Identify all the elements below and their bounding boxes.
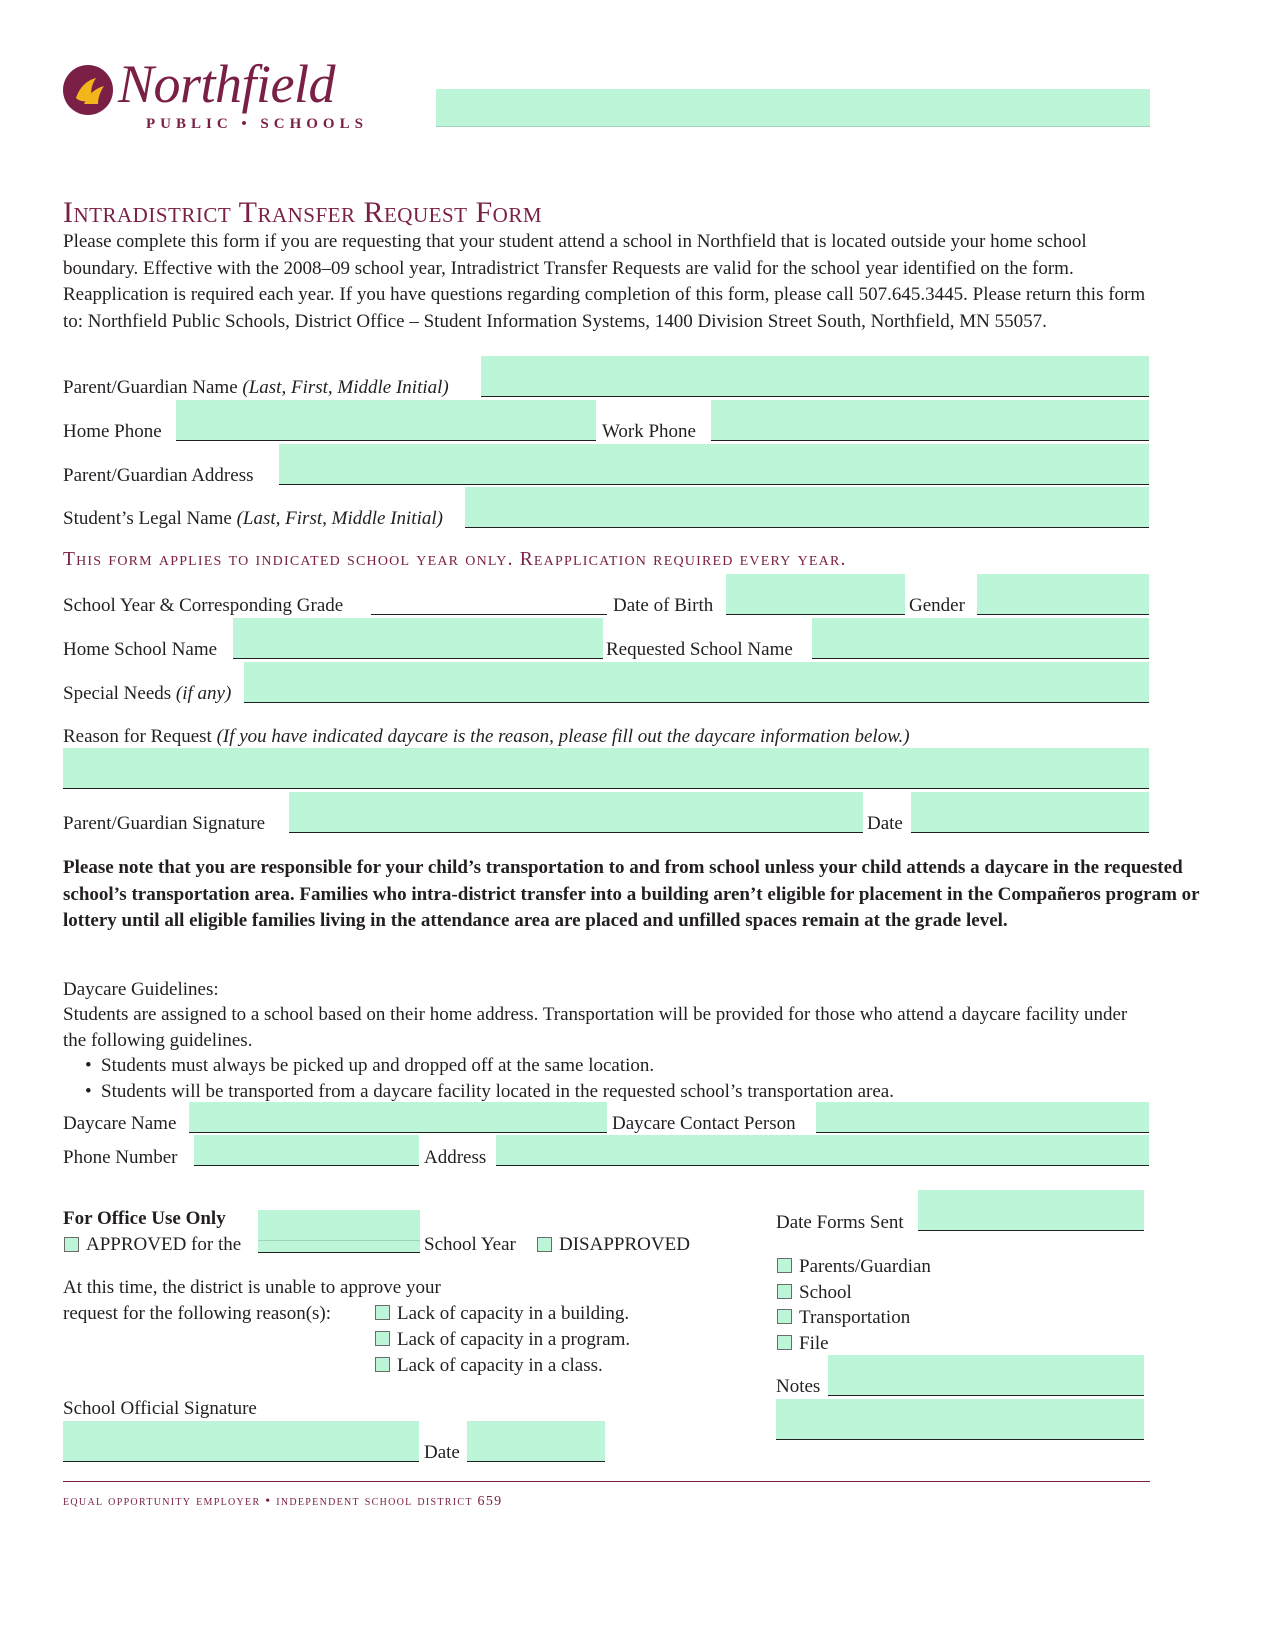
- unable-line-1: At this time, the district is unable to approve your: [63, 1277, 441, 1298]
- recipient-checkbox-parents[interactable]: [777, 1258, 792, 1273]
- special-needs-label: Special Needs (if any): [63, 683, 232, 704]
- daycare-heading: Daycare Guidelines:: [63, 979, 219, 1000]
- page-title: Intradistrict Transfer Request Form: [63, 196, 543, 229]
- logo: [62, 54, 422, 136]
- official-signature-label: School Official Signature: [63, 1398, 257, 1419]
- transportation-note: Please note that you are responsible for your child’s transportation to and from school unless your child attends a daycare in the requested school’s transportation area. Families who intra-district transfer into a building aren’t eligible for placement in the Compañeros program or lottery until all eligible families living in the attendance area are placed and unfilled spaces remain at the grade level.: [63, 857, 1200, 931]
- school-year-label: School Year: [424, 1234, 516, 1255]
- special-needs-input[interactable]: [244, 662, 1149, 703]
- reason-input[interactable]: [63, 748, 1149, 789]
- daycare-text: Students are assigned to a school based on their home address. Transportation will be provided for those who attend a daycare facility under the following guidelines.: [63, 1004, 1128, 1051]
- daycare-address-input[interactable]: [496, 1135, 1149, 1166]
- official-date-input[interactable]: [467, 1421, 605, 1462]
- recipient-checkbox-transportation[interactable]: [777, 1309, 792, 1324]
- notes-input-2[interactable]: [776, 1399, 1144, 1440]
- footer-text: equal opportunity employer • independent school district 659: [63, 1494, 503, 1509]
- gender-input[interactable]: [977, 574, 1149, 615]
- notes-label: Notes: [776, 1376, 821, 1397]
- list-item: • Students must always be picked up and dropped off at the same location.: [63, 1053, 894, 1079]
- disapproved-label: DISAPPROVED: [559, 1234, 690, 1255]
- student-name-label: Student’s Legal Name (Last, First, Middle Initial): [63, 508, 443, 529]
- dob-input[interactable]: [726, 574, 905, 615]
- dob-label: Date of Birth: [613, 595, 714, 616]
- parent-address-input[interactable]: [279, 444, 1149, 485]
- gender-label: Gender: [909, 595, 965, 616]
- requested-school-input[interactable]: [812, 618, 1149, 659]
- recipient-file-label: File: [799, 1333, 829, 1354]
- logo-name: Northfield: [118, 54, 336, 114]
- special-needs-hint: (if any): [175, 683, 232, 704]
- notes-input-1[interactable]: [828, 1355, 1144, 1396]
- signature-label: Parent/Guardian Signature: [63, 813, 266, 834]
- work-phone-input[interactable]: [711, 400, 1149, 441]
- parent-name-label: Parent/Guardian Name (Last, First, Middle Initial): [63, 377, 449, 398]
- approved-year-input[interactable]: [258, 1241, 420, 1253]
- daycare-name-input[interactable]: [189, 1102, 607, 1133]
- office-top-field[interactable]: [258, 1210, 420, 1241]
- reason-program-label: Lack of capacity in a program.: [397, 1329, 631, 1350]
- daycare-bullets: [63, 1053, 894, 1105]
- logo-subtitle: PUBLIC • SCHOOLS: [146, 116, 368, 132]
- signature-input[interactable]: [289, 792, 863, 833]
- parent-name-input[interactable]: [481, 356, 1149, 397]
- approved-label: APPROVED for the: [86, 1234, 242, 1255]
- date-forms-sent-input[interactable]: [918, 1190, 1144, 1231]
- daycare-name-label: Daycare Name: [63, 1113, 177, 1134]
- reason-class-label: Lack of capacity in a class.: [397, 1355, 603, 1376]
- work-phone-label: Work Phone: [602, 421, 696, 442]
- daycare-contact-label: Daycare Contact Person: [612, 1113, 796, 1134]
- reason-checkbox-program[interactable]: [375, 1331, 390, 1346]
- official-date-label: Date: [424, 1442, 460, 1463]
- home-phone-input[interactable]: [176, 400, 596, 441]
- signature-date-label: Date: [867, 813, 903, 834]
- office-heading: For Office Use Only: [63, 1208, 226, 1229]
- disapproved-checkbox[interactable]: [537, 1237, 552, 1252]
- official-signature-input[interactable]: [63, 1421, 419, 1462]
- signature-date-input[interactable]: [911, 792, 1149, 833]
- reason-checkbox-class[interactable]: [375, 1357, 390, 1372]
- approved-checkbox[interactable]: [64, 1237, 79, 1252]
- recipient-school-label: School: [799, 1282, 852, 1303]
- school-year-grade-input[interactable]: [371, 614, 607, 615]
- home-school-label: Home School Name: [63, 639, 218, 660]
- daycare-address-label: Address: [424, 1147, 487, 1168]
- school-year-banner: This form applies to indicated school year only. Reapplication required every year.: [63, 549, 847, 570]
- daycare-phone-input[interactable]: [194, 1135, 419, 1166]
- school-year-grade-label: School Year & Corresponding Grade: [63, 595, 344, 616]
- date-forms-sent-label: Date Forms Sent: [776, 1212, 904, 1233]
- unable-line-2: request for the following reason(s):: [63, 1303, 332, 1324]
- parent-address-label: Parent/Guardian Address: [63, 465, 254, 486]
- header-field[interactable]: [436, 89, 1150, 127]
- recipient-parents-label: Parents/Guardian: [799, 1256, 931, 1277]
- home-school-input[interactable]: [233, 618, 603, 659]
- recipient-transportation-label: Transportation: [799, 1307, 911, 1328]
- footer-rule: [63, 1481, 1150, 1482]
- student-name-input[interactable]: [465, 487, 1149, 528]
- parent-name-hint: (Last, First, Middle Initial): [242, 377, 449, 398]
- reason-hint: (If you have indicated daycare is the reason, please fill out the daycare information below.): [216, 726, 910, 747]
- home-phone-label: Home Phone: [63, 421, 162, 442]
- recipient-checkbox-school[interactable]: [777, 1284, 792, 1299]
- intro-text: Please complete this form if you are requesting that your student attend a school in Northfield that is located outside your home school boundary. Effective with the 2008–09 school year, Intradistrict Transfer Requests are valid for the school year identified on the form. Reapplication is required each year. If you have questions regarding completion of this form, please call 507.645.3445. Please return this form to: Northfield Public Schools, District Office – Student Information Systems, 1400 Division Street South, Northfield, MN 55057.: [63, 231, 1146, 332]
- reason-checkbox-building[interactable]: [375, 1305, 390, 1320]
- student-name-hint: (Last, First, Middle Initial): [236, 508, 443, 529]
- recipient-checkbox-file[interactable]: [777, 1335, 792, 1350]
- northfield-emblem-icon: [62, 64, 114, 116]
- requested-school-label: Requested School Name: [606, 639, 793, 660]
- daycare-phone-label: Phone Number: [63, 1147, 178, 1168]
- reason-building-label: Lack of capacity in a building.: [397, 1303, 630, 1324]
- list-item: • Students will be transported from a daycare facility located in the requested school’s transportation area.: [63, 1079, 894, 1105]
- daycare-contact-input[interactable]: [816, 1102, 1149, 1133]
- reason-label: Reason for Request (If you have indicated daycare is the reason, please fill out the daycare information below.): [63, 726, 910, 747]
